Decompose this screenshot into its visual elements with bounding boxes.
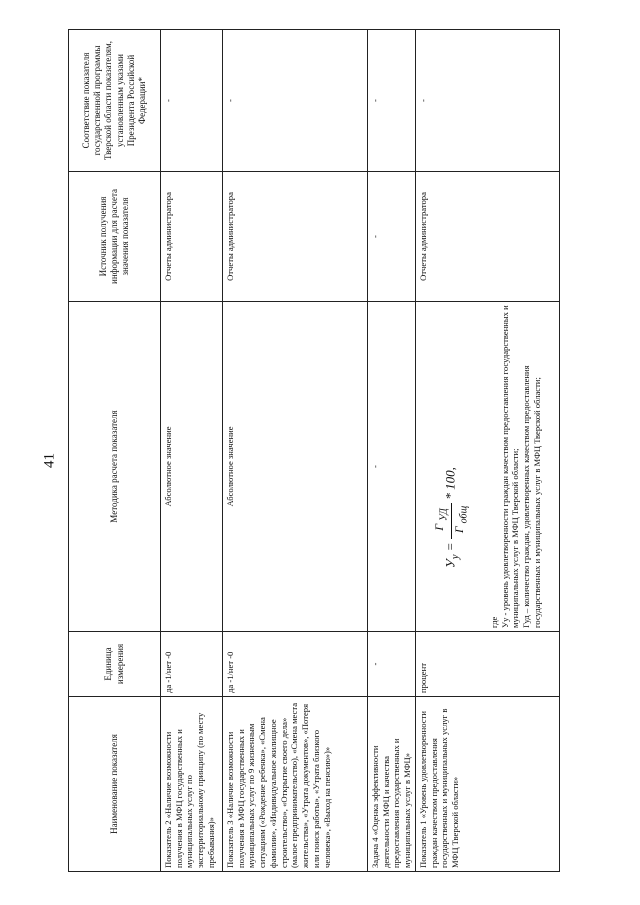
indicator-unit: процент — [416, 632, 560, 697]
satisfaction-formula: $У_у$ = $Г_{УД}$ $Г_{общ}$ * 100, — [432, 467, 470, 568]
indicator-unit: да -1/нет -0 — [223, 632, 368, 697]
formula-definition: Уу - уровень удовлетворенности граждан качеством предоставления государственных и муниципальных услуг в МФЦ Тверской области; — [499, 305, 521, 628]
indicator-source: Отчеты администратора — [223, 172, 368, 302]
rotated-page — [68, 30, 560, 872]
header-row — [69, 30, 161, 872]
indicator-table — [68, 29, 560, 872]
denominator-symbol: Г — [451, 526, 466, 534]
task-method: - — [368, 302, 416, 632]
formula-definition: Гуд – количество граждан, удовлетворенных качеством предоставления государственных и муниципальных услуг в МФЦ Тверской области; — [520, 365, 542, 628]
formula-numerator — [432, 503, 452, 539]
table-row — [223, 30, 368, 872]
indicator-method: Абсолютное значение — [223, 302, 368, 632]
indicator-table-wrapper — [68, 30, 560, 872]
header-source: Источник получения информации для расчета значения показателя — [69, 172, 161, 302]
page-number: 41 — [41, 453, 58, 468]
table-row — [161, 30, 223, 872]
denominator-sub: общ — [458, 505, 470, 524]
task-unit: - — [368, 632, 416, 697]
task-compliance: - — [368, 30, 416, 172]
table-row — [368, 30, 416, 872]
indicator-name: Показатель 1 «Уровень удовлетворенности граждан качеством предоставления государственных и муниципальных услуг в МФЦ Тверской области» — [416, 697, 560, 872]
indicator-name: Показатель 3 «Наличие возможности получения в МФЦ государственных и муниципальных услуг по 9 жизненным ситуациям («Рождение ребенка», «Смена фамилии», «Индивидуальное жилищное строительство», «Открытие своего дела» (малое предпринимательство), «Смена места жительства», «Утрата документов», «Потеря или поиск работы», «Утрата близкого человека», «Выход на пенсию»)» — [223, 697, 368, 872]
indicator-compliance: - — [223, 30, 368, 172]
header-compliance: Соответствие показателя государственной программы Тверской области показателям, установленным указами Президента Российской Федерации* — [69, 30, 161, 172]
header-name: Наименование показателя — [69, 697, 161, 872]
indicator-unit: да -1/нет -0 — [161, 632, 223, 697]
indicator-source: Отчеты администратора — [161, 172, 223, 302]
table-row — [416, 30, 560, 872]
task-source: - — [368, 172, 416, 302]
header-method: Методика расчета показателя — [69, 302, 161, 632]
formula-tail: * 100, — [442, 467, 458, 500]
indicator-method — [416, 302, 560, 632]
formula-fraction — [432, 503, 471, 539]
numerator-symbol: Г — [432, 523, 446, 531]
numerator-sub: УД — [438, 508, 450, 521]
indicator-source: Отчеты администратора — [416, 172, 560, 302]
task-name: Задача 4 «Оценка эффективности деятельности МФЦ и качества предоставления государственных и муниципальных услуг в МФЦ» — [368, 697, 416, 872]
formula-lhs-sub: у — [448, 554, 461, 560]
formula-denominator — [452, 503, 471, 539]
header-unit: Единица измерения — [69, 632, 161, 697]
indicator-name: Показатель 2 «Наличие возможности получения в МФЦ государственных и муниципальных услуг по экстерриториальному принципу (по месту пребывания)» — [161, 697, 223, 872]
formula-where: где — [488, 616, 499, 628]
indicator-compliance: - — [161, 30, 223, 172]
indicator-compliance: - — [416, 30, 560, 172]
formula-lhs: У — [442, 559, 458, 568]
indicator-method: Абсолютное значение — [161, 302, 223, 632]
